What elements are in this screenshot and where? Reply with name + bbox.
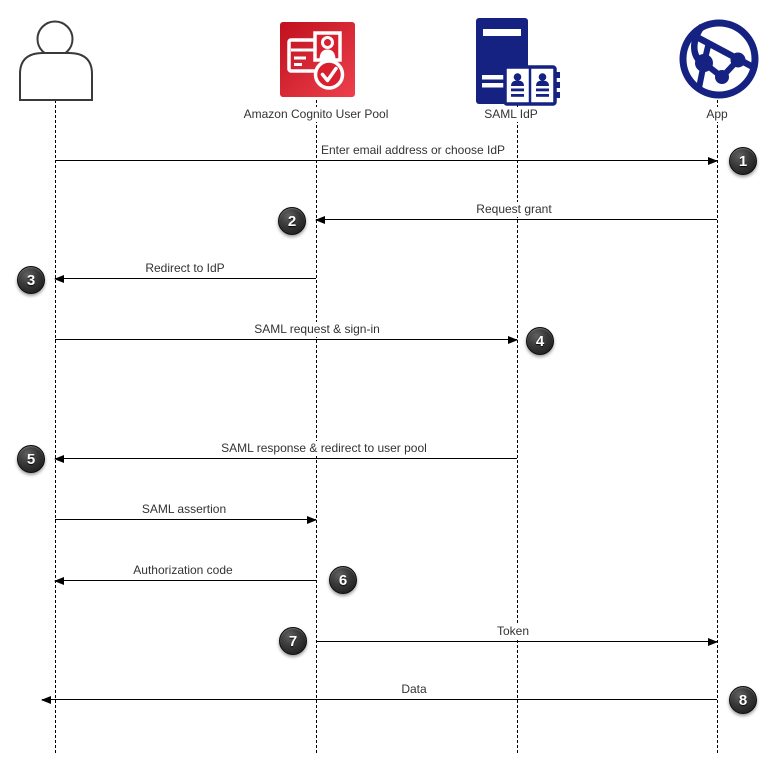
message-arrow-6 (55, 580, 316, 581)
message-label-2: Request grant (476, 202, 552, 216)
message-label-7: Token (496, 624, 530, 638)
step-badge-4: 4 (526, 327, 554, 355)
message-arrow-1 (55, 160, 717, 161)
message-label-6: Authorization code (133, 563, 233, 577)
arrowhead-icon (54, 577, 64, 585)
arrowhead-icon (708, 638, 718, 646)
actor-label-saml: SAML IdP (481, 107, 541, 122)
arrowhead-icon (54, 275, 64, 283)
step-badge-1: 1 (729, 147, 757, 175)
message-label-saml-assertion: SAML assertion (141, 502, 227, 516)
message-label-1: Enter email address or choose IdP (320, 143, 506, 157)
arrowhead-icon (41, 696, 51, 704)
step-badge-2: 2 (278, 207, 306, 235)
id-card-check-icon (280, 22, 355, 102)
step-badge-6: 6 (329, 566, 357, 594)
message-arrow-4 (55, 339, 517, 340)
arrowhead-icon (508, 336, 518, 344)
message-arrow-saml-assertion (55, 519, 316, 520)
arrowhead-icon (54, 455, 64, 463)
message-label-5: SAML response & redirect to user pool (221, 441, 427, 455)
step-badge-7: 7 (279, 627, 307, 655)
message-arrow-3 (55, 278, 316, 279)
arrowhead-icon (307, 516, 317, 524)
message-arrow-8 (42, 699, 717, 700)
step-badge-3: 3 (17, 266, 45, 294)
server-directory-icon (468, 16, 564, 113)
message-label-8: Data (401, 682, 427, 696)
lifeline-saml (517, 100, 518, 753)
message-arrow-2 (316, 219, 717, 220)
step-badge-8: 8 (729, 686, 757, 714)
message-arrow-5 (55, 458, 517, 459)
arrowhead-icon (315, 216, 325, 224)
globe-network-icon (676, 16, 762, 107)
message-label-3: Redirect to IdP (145, 261, 225, 275)
message-label-4: SAML request & sign-in (254, 322, 380, 336)
arrowhead-icon (708, 157, 718, 165)
lifeline-app (717, 100, 718, 753)
step-badge-5: 5 (17, 445, 45, 473)
actor-label-app: App (703, 107, 730, 122)
message-arrow-7 (316, 641, 717, 642)
person-icon (17, 16, 95, 107)
lifeline-cognito (316, 100, 317, 753)
lifeline-user (55, 100, 56, 753)
actor-label-cognito: Amazon Cognito User Pool (241, 107, 392, 122)
